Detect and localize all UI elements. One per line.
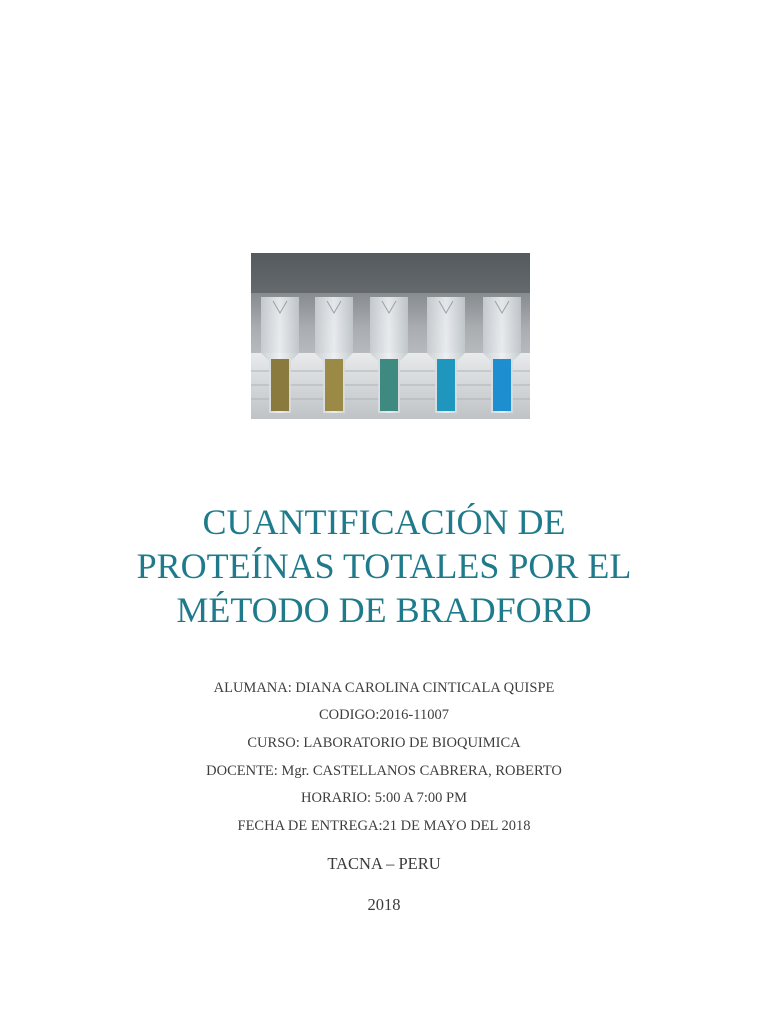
document-title: [0, 500, 768, 632]
student-name: ALUMANA: DIANA CAROLINA CINTICALA QUISPE: [213, 680, 555, 696]
student-code: CODIGO:2016-11007: [319, 707, 449, 723]
test-tubes-photo: [251, 253, 530, 419]
course-name: CURSO: LABORATORIO DE BIOQUIMICA: [247, 735, 521, 751]
title-line-3: MÉTODO DE BRADFORD: [176, 590, 592, 630]
location: TACNA – PERU: [327, 854, 441, 873]
title-line-2: PROTEÍNAS TOTALES POR EL: [136, 546, 632, 586]
teacher-name: DOCENTE: Mgr. CASTELLANOS CABRERA, ROBERTO: [206, 763, 562, 779]
year: 2018: [367, 895, 401, 914]
title-line-1: CUANTIFICACIÓN DE: [202, 502, 566, 542]
due-date: FECHA DE ENTREGA:21 DE MAYO DEL 2018: [237, 818, 531, 834]
schedule: HORARIO: 5:00 A 7:00 PM: [301, 790, 467, 806]
